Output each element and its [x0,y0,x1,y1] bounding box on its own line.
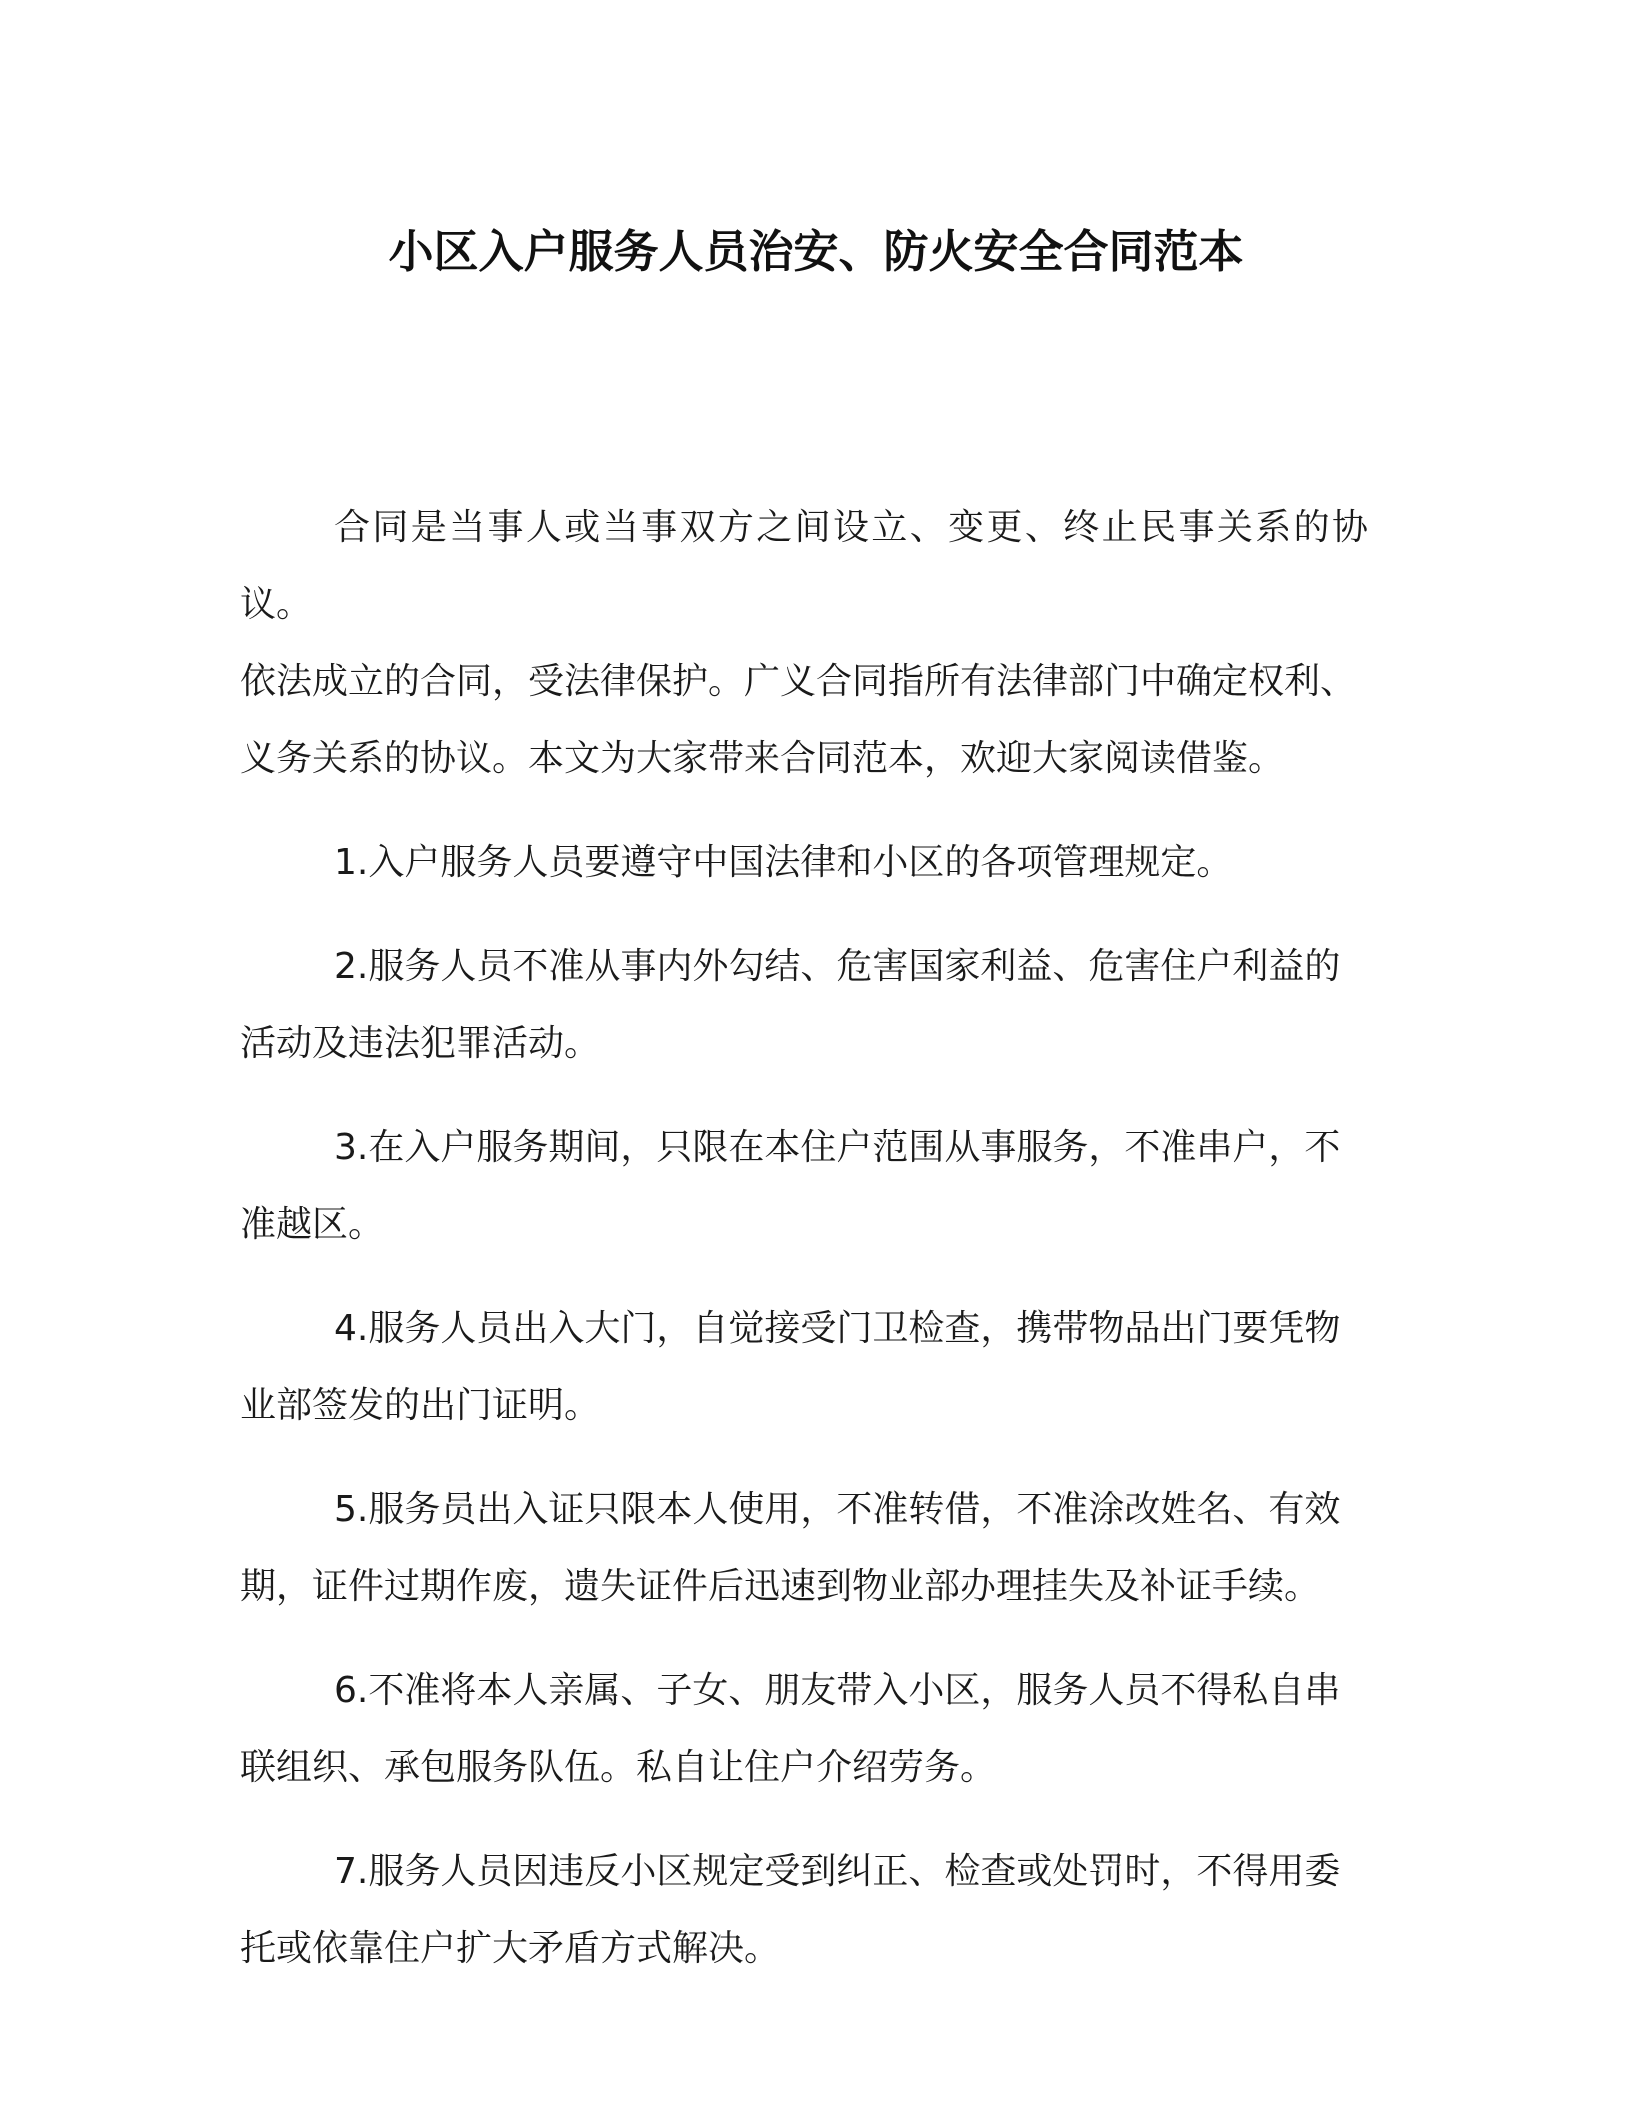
paragraph-line: 业部签发的出门证明。 [240,1385,601,1426]
paragraph-line: 7.服务人员因违反小区规定受到纠正、检查或处罚时，不得用委 [334,1851,1341,1892]
paragraph-line: 3.在入户服务期间，只限在本住户范围从事服务，不准串户，不 [334,1127,1341,1168]
clause-3 [240,1109,1368,1263]
paragraph-line: 托或依靠住户扩大矛盾方式解决。 [240,1928,781,1969]
paragraph-line: 合同是当事人或当事双方之间设立、变更、终止民事关系的协议。 [240,507,1368,625]
paragraph-intro [240,489,1368,797]
paragraph-line: 4.服务人员出入大门，自觉接受门卫检查，携带物品出门要凭物 [334,1308,1341,1349]
paragraph-line: 2.服务人员不准从事内外勾结、危害国家利益、危害住户利益的 [334,946,1341,987]
paragraph-line: 依法成立的合同，受法律保护。广义合同指所有法律部门中确定权利、 [240,661,1357,702]
document-body [240,489,1368,2014]
paragraph-line: 5.服务员出入证只限本人使用，不准转借，不准涂改姓名、有效 [334,1489,1341,1530]
paragraph-line: 活动及违法犯罪活动。 [240,1023,601,1064]
paragraph-line: 1.入户服务人员要遵守中国法律和小区的各项管理规定。 [334,842,1233,883]
clause-1 [240,824,1368,901]
clause-6 [240,1652,1368,1806]
document-title: 小区入户服务人员治安、防火安全合同范本 [388,225,1244,278]
clause-5 [240,1471,1368,1625]
clause-4 [240,1290,1368,1444]
clause-7 [240,1833,1368,1987]
paragraph-line: 义务关系的协议。本文为大家带来合同范本，欢迎大家阅读借鉴。 [240,738,1285,779]
paragraph-line: 联组织、承包服务队伍。私自让住户介绍劳务。 [240,1747,997,1788]
paragraph-line: 准越区。 [240,1204,385,1245]
paragraph-line: 期，证件过期作废，遗失证件后迅速到物业部办理挂失及补证手续。 [240,1566,1321,1607]
paragraph-line: 6.不准将本人亲属、子女、朋友带入小区，服务人员不得私自串 [334,1670,1341,1711]
clause-2 [240,928,1368,1082]
